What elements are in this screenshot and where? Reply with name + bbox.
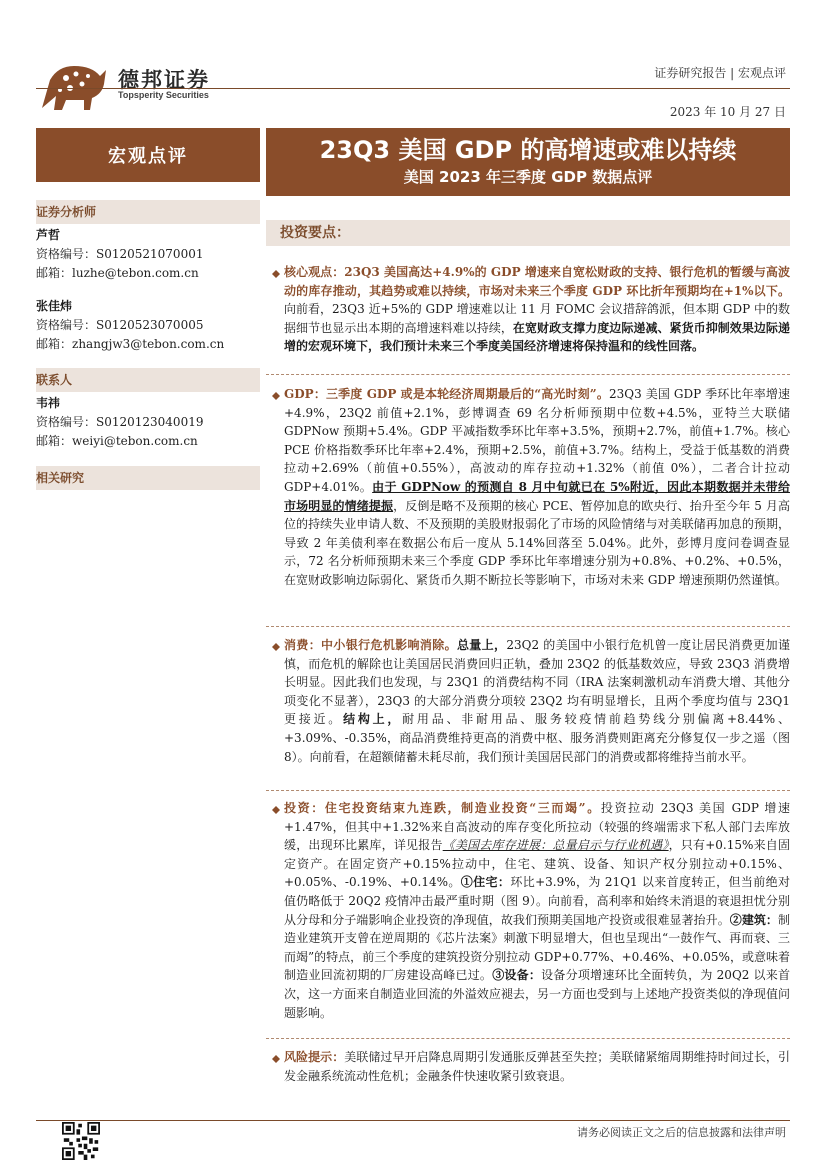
analyst-name: 张佳炜 [36, 299, 73, 313]
related-block [36, 466, 260, 490]
report-type: 证券研究报告 | 宏观点评 [654, 66, 786, 80]
point-lead: 核心观点： [284, 265, 345, 279]
point-text: ，反倒是略不及预期的核心 PCE、暂停加息的欧央行、抬升至今年 5 月高位的持续失业申请人数、不及预期的美股财报弱化了市场的风险情绪与对美联储再加息的预期，导致 2 年美债利率在数据公布后一度从 5.14%回落至 5.04%。此外，彭博月度问卷调查显示，72 名分析师预期未来三个季度 GDP 季环比年率增速分别为+0.8%、+0.2%、+0.5%，在宽财政影响边际弱化、紧货币久期不断拉长等影响下，市场对未来 GDP 增速预期仍然谨慎。 [284, 498, 790, 587]
contact-block [36, 368, 260, 451]
point-text-bold: 总量上， [456, 638, 507, 652]
tebon-leopard-logo [40, 60, 108, 112]
report-date: 2023 年 10 月 27 日 [669, 105, 786, 119]
related-heading: 相关研究 [36, 466, 260, 490]
brand-name-cn: 德邦证券 [118, 68, 210, 92]
analyst-email[interactable]: 邮箱：luzhe@tebon.com.cn [36, 266, 199, 280]
point-risk [284, 1048, 790, 1085]
point-text: 向前看，23Q3 近+5%的 GDP 增速难以让 11 月 FOMC 会议措辞鸽派，但本期 GDP 中的数据细节也显示出本期的高增速料难以持续， [284, 302, 790, 335]
analyst-email[interactable]: 邮箱：zhangjw3@tebon.com.cn [36, 337, 225, 351]
point-text: 23Q3 美国 GDP 季环比年率增速+4.9%，23Q2 前值+2.1%，彭博调查 69 名分析师预期中位数+4.5%，亚特兰大联储 GDPNow 预期+5.4%。GDP 平减指数季环比年率+3.5%，预期+2.7%，前值+1.7%。核心 PCE 价格指数季环比年率+2.4%，预期+2.5%，前值+3.7%。结构上，受益于低基数的消费拉动+2.69%（前值+0.55%），高波动的库存拉动+1.32%（前值 0%），二者合计拉动 GDP+4.01%。 [284, 387, 790, 494]
point-text-bold: ②建筑： [729, 912, 778, 927]
column-tag: 宏观点评 [36, 128, 260, 182]
qr-code-icon [62, 1122, 100, 1160]
point-text-bold: 在宽财政支撑力度边际递减、紧货币抑制效果边际递增的宏观环境下，我们预计未来三个季度美国经济增速将保持温和的线性回落。 [284, 320, 790, 354]
dotted-divider [266, 790, 790, 791]
contact-heading: 联系人 [36, 368, 260, 392]
point-text-bold: 结构上， [343, 712, 403, 727]
section-heading: 投资要点： [266, 220, 790, 246]
point-lead: 投资：住宅投资结束九连跌，制造业投资“三而竭”。 [284, 801, 601, 815]
dotted-divider [266, 1038, 790, 1039]
point-text-bold: ③设备： [492, 968, 542, 983]
point-core-view [284, 263, 790, 356]
contact-cert: 资格编号：S0120123040019 [36, 415, 204, 429]
point-text: 制造业建筑开支曾在逆周期的《芯片法案》刺激下明显增大，但也呈现出“一鼓作气、再而衰、三而竭”的特点，前三个季度的建筑投资分别拉动 GDP+0.77%、+0.46%、+0.05%，或意味着制造业回流初期的厂房建设高峰已过。 [284, 912, 790, 983]
analysts-heading: 证券分析师 [36, 200, 260, 224]
point-lead: 风险提示： [284, 1050, 345, 1064]
point-text: 环比+3.9%，为 21Q1 以来首度转正，但当前绝对值仍略低于 20Q2 疫情冲击最严重时期（图 9）。向前看，高利率和始终未消退的衰退担忧分别从分母和分子端影响企业投资的净现值，故我们预期美国地产投资或很难显著抬升。 [284, 875, 790, 927]
diamond-bullet-icon [272, 392, 280, 400]
contact-name: 韦祎 [36, 396, 61, 410]
dotted-divider [266, 374, 790, 375]
diamond-bullet-icon [272, 643, 280, 651]
point-lead-bold: 23Q3 美国高达+4.9%的 GDP 增速来自宽松财政的支持、银行危机的暂缓与高波动的库存推动，其趋势或难以持续，市场对未来三个季度 GDP 环比折年预期均在+1%以下。 [284, 265, 790, 298]
header-divider [36, 88, 790, 89]
point-lead: 消费：中小银行危机影响消除。 [284, 638, 457, 652]
point-investment [284, 799, 790, 1022]
point-text: 投资拉动 23Q3 美国 GDP 增速+1.47%，但其中+1.32%来自高波动的库存变化所拉动（较强的终端需求下私人部门去库放缓，出现环比累库，详见报告 [284, 801, 790, 853]
point-text: 设备分项增速环比全面转负，为 20Q2 以来首次，这一方面来自制造业回流的外溢效应褪去，另一方面也受到与上述地产投资类似的净现值问题影响。 [284, 968, 790, 1020]
point-text: 耐用品、非耐用品、服务较疫情前趋势线分别偏离+8.44%、+3.09%、-0.35%，商品消费维持更高的消费中枢、服务消费则距离充分修复仅一步之遥（图 8）。向前看，在超额储蓄未耗尽前，我们预计美国居民部门的消费或都将维持当前水平。 [284, 712, 790, 764]
point-text-underlined: 由于 GDPNow 的预测自 8 月中旬就已在 5%附近，因此本期数据并未带给市场明显的情绪提振 [284, 479, 790, 513]
analyst-cert: 资格编号：S0120521070001 [36, 247, 204, 261]
contact-email[interactable]: 邮箱：weiyi@tebon.com.cn [36, 434, 198, 448]
footer-divider [36, 1120, 790, 1121]
diamond-bullet-icon [272, 1055, 280, 1063]
report-subtitle: 美国 2023 年三季度 GDP 数据点评 [403, 168, 653, 186]
analysts-block [36, 200, 260, 354]
point-text: 23Q2 的美国中小银行危机曾一度让居民消费更加谨慎，而危机的解除也让美国居民消费回归正轨，叠加 23Q2 的低基数效应，导致 23Q3 消费增长明显。因此我们也发现，与 23Q1 的消费结构不同（IRA 法案刺激机动车消费大增、其他分项变化不显著），23Q3 的大部分消费分项较 23Q2 均有明显增长，且两个季度均值与 23Q1 更接近。 [284, 638, 790, 727]
diamond-bullet-icon [272, 270, 280, 278]
point-lead: GDP：三季度 GDP 或是本轮经济周期最后的“高光时刻”。 [284, 387, 609, 401]
footer-disclaimer: 请务必阅读正文之后的信息披露和法律声明 [577, 1126, 786, 1139]
brand-name-en: Topsperity Securities [118, 90, 209, 100]
analyst-name: 芦哲 [36, 228, 61, 242]
diamond-bullet-icon [272, 806, 280, 814]
point-gdp [284, 385, 790, 590]
point-text: 美联储过早开启降息周期引发通胀反弹甚至失控；美联储紧缩周期维持时间过长，引发金融系统流动性危机；金融条件快速收紧引致衰退。 [284, 1050, 790, 1083]
dotted-divider [266, 626, 790, 627]
point-consumption [284, 636, 790, 766]
title-banner [266, 128, 790, 196]
point-text-bold: ①住宅： [460, 875, 511, 890]
report-title: 23Q3 美国 GDP 的高增速或难以持续 [319, 136, 737, 164]
analyst-cert: 资格编号：S0120523070005 [36, 318, 204, 332]
point-text: ，只有+0.15%来自固定资产。在固定资产+0.15%拉动中，住宅、建筑、设备、知识产权分别拉动+0.15%、+0.05%、-0.19%、+0.14%。 [284, 838, 790, 890]
related-report-link[interactable]: 《美国去库存进展：总量启示与行业机遇》 [442, 838, 669, 853]
